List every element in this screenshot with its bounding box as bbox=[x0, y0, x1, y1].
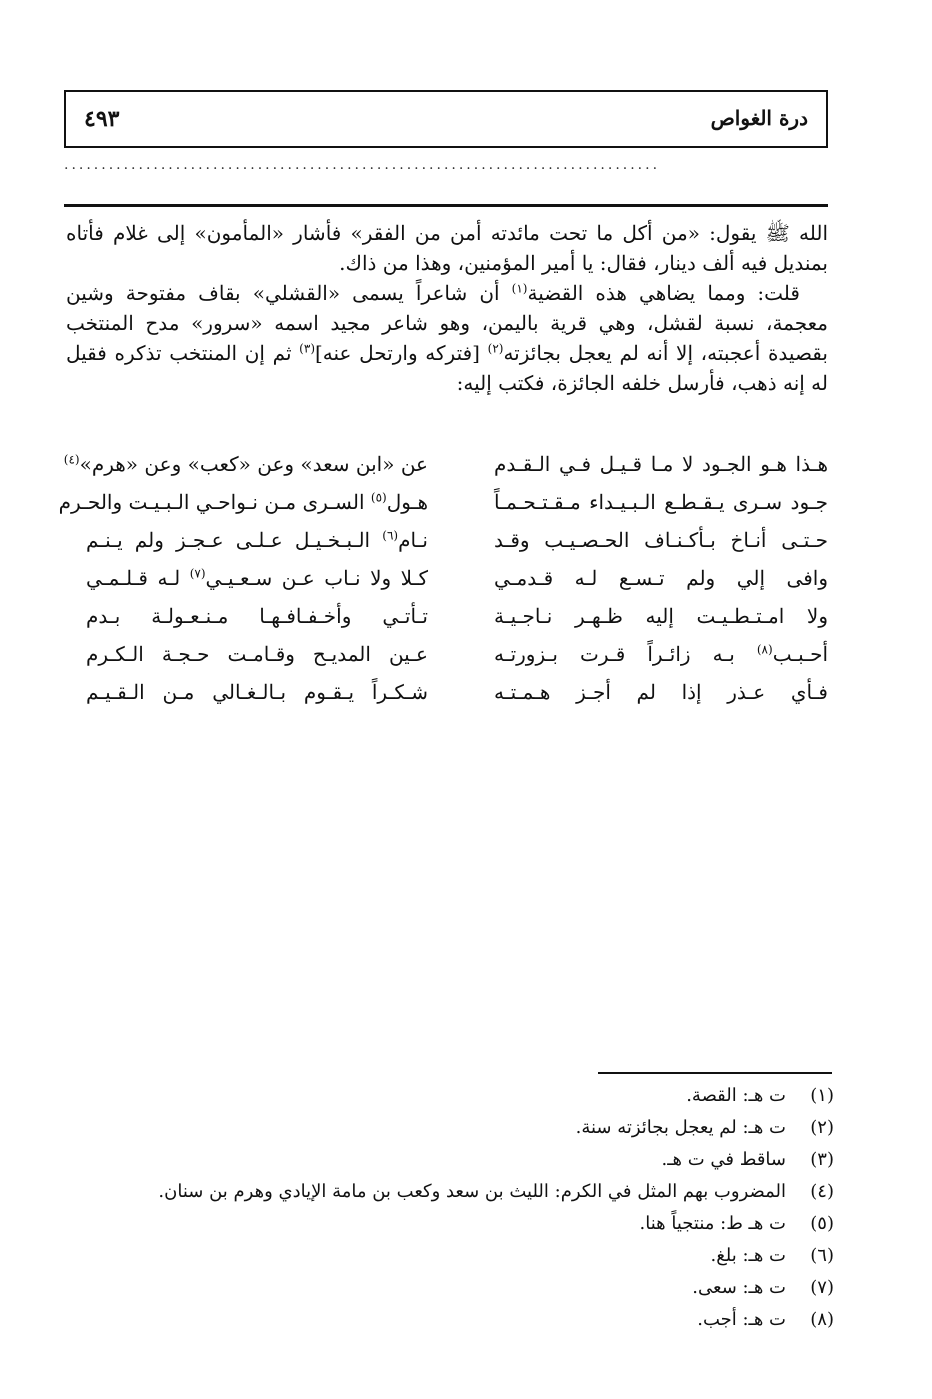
verse-4-second-hemistich bbox=[86, 566, 428, 590]
footnote-7-text: ت هـ: سعى. bbox=[692, 1277, 786, 1298]
footnote-ref-5[interactable]: (٥) bbox=[370, 490, 387, 505]
verse-4-second-rest: لـه قـلـمـي bbox=[86, 566, 190, 590]
footnote-3-number: (٣) bbox=[810, 1149, 834, 1170]
footnote-1-text: ت هـ: القصة. bbox=[686, 1085, 786, 1106]
footnote-6 bbox=[100, 1240, 834, 1272]
footnote-4-text: المضروب بهم المثل في الكرم: الليث بن سعد وكعب بن مامة الإيادي وهرم بن سنان. bbox=[158, 1181, 786, 1202]
verse-6-first-hemistich bbox=[494, 642, 828, 666]
footnote-rule bbox=[598, 1072, 832, 1074]
footnotes bbox=[100, 1080, 834, 1336]
verse-2-second-hemistich bbox=[58, 490, 428, 514]
verse-4 bbox=[66, 566, 828, 604]
verse-6-first-text: أحـبـب bbox=[772, 642, 828, 666]
verse-6-first-rest: بـه زائـراً قـرت بـزورتـه bbox=[494, 642, 757, 666]
footnote-5-text: ت هـ ط: منتجياً هنا. bbox=[639, 1213, 786, 1234]
poem bbox=[58, 452, 828, 718]
verse-7-second-hemistich: شـكـراً يـقـوم بـالـغـالي مـن الـقـيـم bbox=[86, 680, 428, 704]
verse-3-second-rest: الـبـخـيـل عـلـى عـجـز ولم يـنـم bbox=[86, 528, 383, 552]
paragraph-2 bbox=[66, 278, 828, 398]
paragraph-1: الله ﷺ يقول: «من أكل ما تحت مائدته أمن من الفقر» فأشار «المأمون» إلى غلام فأتاه بمنديل فيه ألف دينار، فقال: يا أمير المؤمنين، وهذا من ذاك. bbox=[66, 221, 828, 275]
footnote-5 bbox=[100, 1208, 834, 1240]
paragraph-2-part-1: قلت: ومما يضاهي هذه القضية bbox=[527, 281, 800, 305]
verse-1-second-text: عن «ابن سعد» وعن «كعب» وعن «هرم» bbox=[79, 452, 428, 476]
footnote-3-text: ساقط في ت هـ. bbox=[661, 1149, 786, 1170]
verse-4-second-text: كـلا ولا نـاب عـن سـعـيـي bbox=[205, 566, 428, 590]
verse-2-second-rest: السـرى مـن نـواحـي الـبـيـت والحـرم bbox=[58, 490, 371, 514]
verse-2 bbox=[58, 490, 828, 528]
footnote-8-text: ت هـ: أجب. bbox=[697, 1309, 786, 1330]
verse-2-second-text: هـول bbox=[386, 490, 428, 514]
footnote-2-text: ت هـ: لم يعجل بجائزته سنة. bbox=[575, 1117, 786, 1138]
verse-2-first-hemistich: جـود سـرى يـقـطـع الـبـيـداء مـقـتـحـمـاً bbox=[494, 490, 828, 514]
footnote-8-number: (٨) bbox=[810, 1309, 834, 1330]
footnote-4 bbox=[100, 1176, 834, 1208]
verse-3-first-hemistich: حـتـى أنـاخ بـأكـنـاف الحـصـيـب وقـد bbox=[494, 528, 828, 552]
verse-7-first-hemistich: فـأي عـذر إذا لم أجـز هـمـتـه bbox=[494, 680, 828, 704]
verse-7 bbox=[66, 680, 828, 718]
footnote-6-number: (٦) bbox=[810, 1245, 834, 1266]
verse-5-second-hemistich: تـأتـي وأخـفـافـهـا مـنـعـولـة بـدم bbox=[86, 604, 428, 628]
footnote-ref-8[interactable]: (٨) bbox=[756, 642, 773, 657]
footnote-ref-1[interactable]: (١) bbox=[511, 281, 528, 296]
page-header bbox=[64, 90, 828, 148]
verse-3-second-text: نـام bbox=[398, 528, 428, 552]
footnote-2-number: (٢) bbox=[810, 1117, 834, 1138]
paragraph-2-part-2: أن شاعراً يسمى «القشلي» بقاف مفتوحة وشين معجمة، نسبة لقشل، وهي قرية باليمن، وهو شاعر مجيد اسمه «سرور» مدح المنتخب بقصيدة أعجبته، إلا أنه لم يعجل بجائزته bbox=[66, 281, 828, 365]
footnote-8 bbox=[100, 1304, 834, 1336]
verse-5-first-hemistich: ولا امـتـطـيـت إليه ظـهـر نـاجـيـة bbox=[494, 604, 828, 628]
footnote-6-text: ت هـ: بلغ. bbox=[710, 1245, 786, 1266]
footnote-7-number: (٧) bbox=[810, 1277, 834, 1298]
paragraph-2-part-4: ثم إن المنتخب تذكره فقيل له إنه ذهب، فأرسل خلفه الجائزة، فكتب إليه: bbox=[66, 341, 828, 395]
dotted-separator: ................................................................................ bbox=[64, 158, 661, 172]
running-title: درة الغواص bbox=[710, 106, 808, 130]
footnote-ref-2[interactable]: (٢) bbox=[487, 341, 504, 356]
footnote-1 bbox=[100, 1080, 834, 1112]
footnote-5-number: (٥) bbox=[810, 1213, 834, 1234]
footnote-3 bbox=[100, 1144, 834, 1176]
verse-1-first-hemistich: هـذا هـو الجـود لا مـا قـيـل فـي الـقـدم bbox=[494, 452, 828, 476]
page-number: ٤٩٣ bbox=[84, 106, 120, 132]
verse-1-second-hemistich bbox=[63, 452, 428, 476]
footnote-2 bbox=[100, 1112, 834, 1144]
footnote-ref-4[interactable]: (٤) bbox=[63, 452, 80, 467]
verse-6-second-hemistich: عـين المديـح وقـامـت حـجـة الـكـرم bbox=[86, 642, 428, 666]
footnote-4-number: (٤) bbox=[810, 1181, 834, 1202]
verse-1 bbox=[63, 452, 828, 490]
verse-3-second-hemistich bbox=[86, 528, 428, 552]
verse-5 bbox=[66, 604, 828, 642]
verse-6 bbox=[66, 642, 828, 680]
footnote-ref-6[interactable]: (٦) bbox=[382, 528, 399, 543]
footnote-1-number: (١) bbox=[810, 1085, 834, 1106]
verse-3 bbox=[66, 528, 828, 566]
header-rule bbox=[64, 204, 828, 207]
footnote-ref-3[interactable]: (٣) bbox=[299, 341, 315, 356]
paragraph-2-part-3: [فتركه وارتحل عنه] bbox=[315, 341, 488, 365]
main-text bbox=[66, 218, 828, 398]
footnote-ref-7[interactable]: (٧) bbox=[189, 566, 206, 581]
footnote-7 bbox=[100, 1272, 834, 1304]
verse-4-first-hemistich: وافى إلي ولم تـسـع لـه قـدمـي bbox=[494, 566, 828, 590]
